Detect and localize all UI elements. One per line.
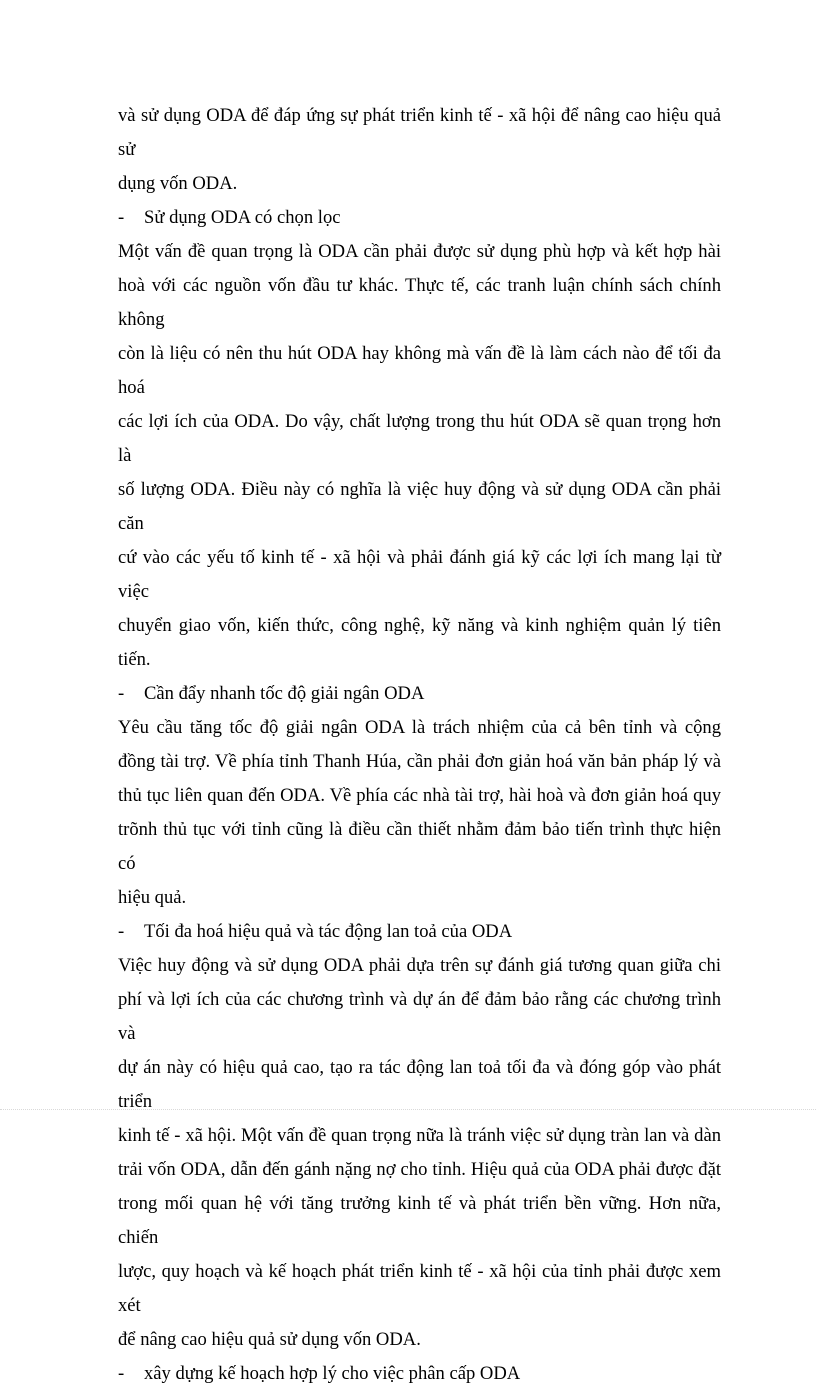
text-line: hoà với các nguồn vốn đầu tư khác. Thực tế, các tranh luận chính sách chính không: [118, 275, 721, 330]
text-line: lược, quy hoạch và kế hoạch phát triển kinh tế - xã hội của tỉnh phải được xem xét: [118, 1261, 721, 1316]
text-line: các lợi ích của ODA. Do vậy, chất lượng trong thu hút ODA sẽ quan trọng hơn là: [118, 411, 721, 466]
text-line: Một vấn đề quan trọng là ODA cần phải được sử dụng phù hợp và kết hợp hài: [118, 241, 721, 262]
text-line: để nâng cao hiệu quả sử dụng vốn ODA.: [118, 1329, 421, 1350]
text-line: dự án này có hiệu quả cao, tạo ra tác động lan toả tối đa và đóng góp vào phát triển: [118, 1057, 721, 1112]
text-line: đồng tài trợ. Về phía tỉnh Thanh Húa, cần phải đơn giản hoá văn bản pháp lý và: [118, 751, 721, 772]
text-line: phí và lợi ích của các chương trình và dự án để đảm bảo rằng các chương trình và: [118, 989, 721, 1044]
bullet-item: [118, 1357, 721, 1391]
paragraph: [118, 949, 721, 1357]
bullet-dash: -: [118, 921, 125, 942]
paragraph: [118, 711, 721, 915]
text-line: thủ tục liên quan đến ODA. Về phía các nhà tài trợ, hài hoà và đơn giản hoá quy: [118, 785, 721, 806]
document-body: [118, 99, 721, 1391]
text-line: hiệu quả.: [118, 887, 187, 908]
text-line: Việc huy động và sử dụng ODA phải dựa trên sự đánh giá tương quan giữa chi: [118, 955, 721, 976]
paragraph: [118, 235, 721, 677]
text-line: kinh tế - xã hội. Một vấn đề quan trọng nữa là tránh việc sử dụng tràn lan và dàn: [118, 1125, 721, 1146]
text-line: cứ vào các yếu tố kinh tế - xã hội và phải đánh giá kỹ các lợi ích mang lại từ việc: [118, 547, 721, 602]
text-line: còn là liệu có nên thu hút ODA hay không mà vấn đề là làm cách nào để tối đa hoá: [118, 343, 721, 398]
text-line: và sử dụng ODA để đáp ứng sự phát triển kinh tế - xã hội để nâng cao hiệu quả sử: [118, 105, 721, 160]
bullet-text: Cần đẩy nhanh tốc độ giải ngân ODA: [144, 683, 425, 704]
bullet-text: xây dựng kế hoạch hợp lý cho việc phân cấp ODA: [144, 1363, 521, 1384]
text-line: trõnh thủ tục với tỉnh cũng là điều cần thiết nhằm đảm bảo tiến trình thực hiện có: [118, 819, 721, 874]
text-line: chuyển giao vốn, kiến thức, công nghệ, kỹ năng và kinh nghiệm quản lý tiên tiến.: [118, 615, 721, 670]
text-line: Yêu cầu tăng tốc độ giải ngân ODA là trách nhiệm của cả bên tỉnh và cộng: [118, 717, 721, 738]
bullet-dash: -: [118, 683, 125, 704]
text-line: số lượng ODA. Điều này có nghĩa là việc huy động và sử dụng ODA cần phải căn: [118, 479, 721, 534]
bullet-text: Sử dụng ODA có chọn lọc: [144, 207, 341, 228]
text-line: trải vốn ODA, dẫn đến gánh nặng nợ cho tỉnh. Hiệu quả của ODA phải được đặt: [118, 1159, 721, 1180]
paragraph: [118, 99, 721, 201]
bullet-text: Tối đa hoá hiệu quả và tác động lan toả của ODA: [144, 921, 513, 942]
bullet-item: [118, 915, 721, 949]
bullet-dash: -: [118, 207, 125, 228]
bullet-item: [118, 201, 721, 235]
text-line: dụng vốn ODA.: [118, 173, 238, 194]
bullet-item: [118, 677, 721, 711]
text-line: trong mối quan hệ với tăng trưởng kinh tế và phát triển bền vững. Hơn nữa, chiến: [118, 1193, 721, 1248]
page-bottom-rule: [0, 1109, 816, 1110]
bullet-dash: -: [118, 1363, 125, 1384]
